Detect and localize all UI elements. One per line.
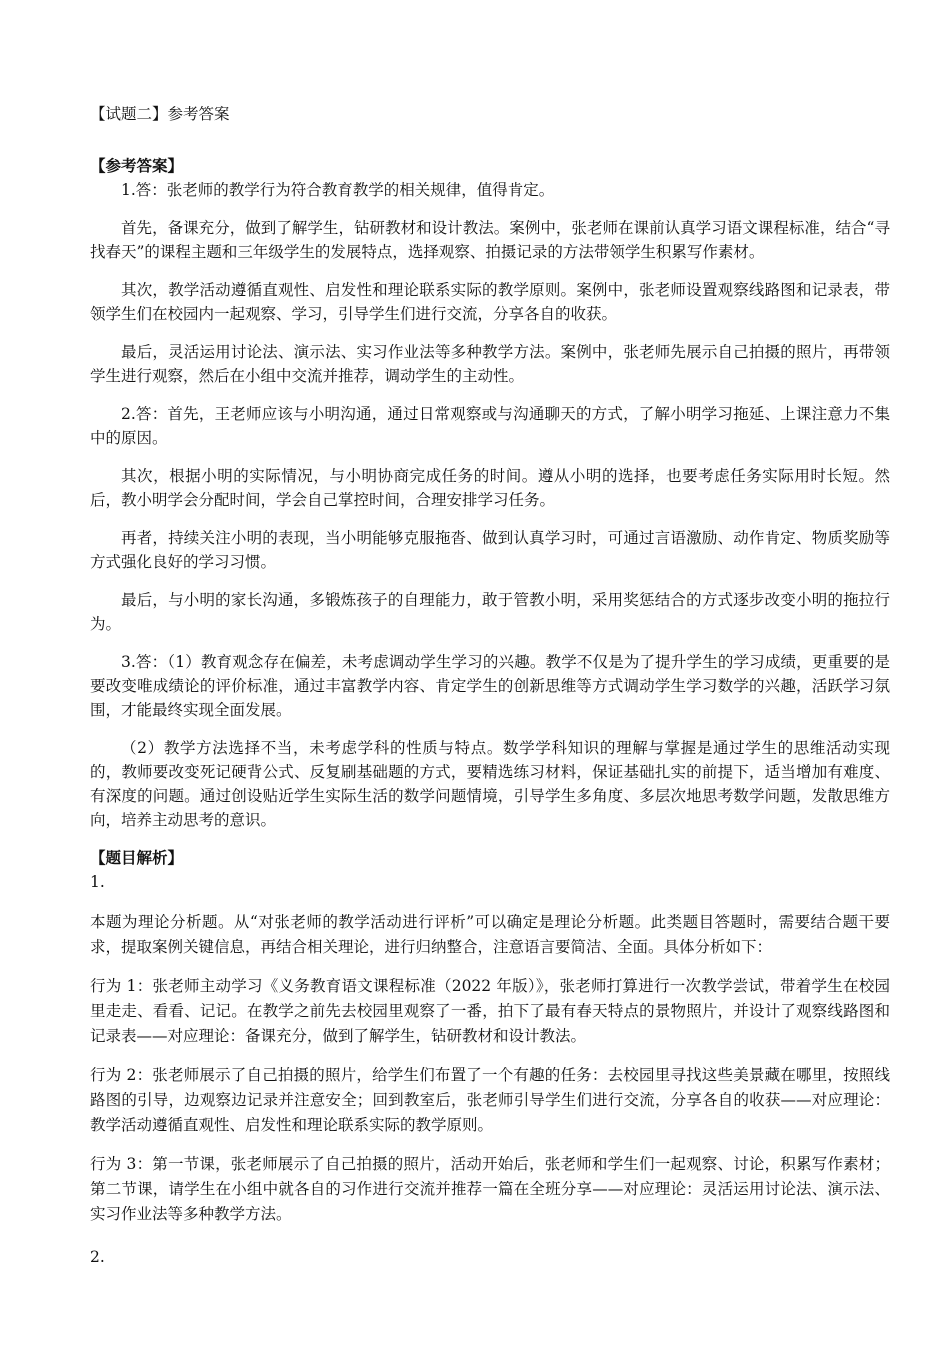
answer-paragraph: 其次，根据小明的实际情况，与小明协商完成任务的时间。遵从小明的选择，也要考虑任务实际用时长短。然后，教小明学会分配时间，学会自己掌控时间，合理安排学习任务。 — [90, 467, 890, 509]
analysis-paragraph: 行为 3：第一节课，张老师展示了自己拍摄的照片，活动开始后，张老师和学生们一起观察、讨论，积累写作素材；第二节课，请学生在小组中就各自的习作进行交流并推荐一篇在全班分享——对应理论：灵活运用讨论法、演示法、实习作业法等多种教学方法。 — [90, 1155, 890, 1223]
analysis-paragraph: 本题为理论分析题。从“对张老师的教学活动进行评析”可以确定是理论分析题。此类题目答题时，需要结合题干要求，提取案例关键信息，再结合相关理论，进行归纳整合，注意语言要简洁、全面。具体分析如下： — [90, 913, 890, 956]
answer-paragraph: 再者，持续关注小明的表现，当小明能够克服拖沓、做到认真学习时，可通过言语激励、动作肯定、物质奖励等方式强化良好的学习习惯。 — [90, 529, 890, 571]
answer-paragraph: 3.答：（1）教育观念存在偏差，未考虑调动学生学习的兴趣。教学不仅是为了提升学生的学习成绩，更重要的是要改变唯成绩论的评价标准，通过丰富教学内容、肯定学生的创新思维等方式调动学生学习数学的兴趣，活跃学习氛围，才能最终实现全面发展。 — [90, 653, 890, 719]
answer-paragraph: 其次，教学活动遵循直观性、启发性和理论联系实际的教学原则。案例中，张老师设置观察线路图和记录表，带领学生们在校园内一起观察、学习，引导学生们进行交流，分享各自的收获。 — [90, 281, 890, 323]
analysis-number-1: 1. — [90, 873, 105, 891]
document-page — [90, 100, 890, 1281]
analysis-heading: 【题目解析】 — [90, 848, 184, 867]
answer-paragraph: （2）教学方法选择不当，未考虑学科的性质与特点。数学学科知识的理解与掌握是通过学生的思维活动实现的，教师要改变死记硬背公式、反复刷基础题的方式，要精选练习材料，保证基础扎实的前提下，适当增加有难度、有深度的问题。通过创设贴近学生实际生活的数学问题情境，引导学生多角度、多层次地思考数学问题，发散思维方向，培养主动思考的意识。 — [90, 739, 890, 829]
answer-paragraph: 2.答：首先，王老师应该与小明沟通，通过日常观察或与沟通聊天的方式，了解小明学习拖延、上课注意力不集中的原因。 — [90, 405, 890, 447]
answer-paragraph: 最后，与小明的家长沟通，多锻炼孩子的自理能力，敢于管教小明，采用奖惩结合的方式逐步改变小明的拖拉行为。 — [90, 591, 890, 633]
answer-heading: 【参考答案】 — [90, 156, 184, 175]
analysis-number-2: 2. — [90, 1248, 105, 1266]
answer-paragraph: 1.答：张老师的教学行为符合教育教学的相关规律，值得肯定。 — [121, 181, 555, 199]
answer-paragraph: 最后，灵活运用讨论法、演示法、实习作业法等多种教学方法。案例中，张老师先展示自己拍摄的照片，再带领学生进行观察，然后在小组中交流并推荐，调动学生的主动性。 — [90, 343, 890, 385]
analysis-paragraph: 行为 1：张老师主动学习《义务教育语文课程标准（2022 年版）》，张老师打算进行一次教学尝试，带着学生在校园里走走、看看、记记。在教学之前先去校园里观察了一番，拍下了最有春天特点的景物照片，并设计了观察线路图和记录表——对应理论：备课充分，做到了解学生，钻研教材和设计教法。 — [90, 977, 890, 1045]
document-title: 【试题二】参考答案 — [90, 105, 230, 123]
analysis-paragraph: 行为 2：张老师展示了自己拍摄的照片，给学生们布置了一个有趣的任务：去校园里寻找这些美景藏在哪里，按照线路图的引导，边观察边记录并注意安全；回到教室后，张老师引导学生们进行交流，分享各自的收获——对应理论：教学活动遵循直观性、启发性和理论联系实际的教学原则。 — [90, 1066, 890, 1134]
answer-paragraph: 首先，备课充分，做到了解学生，钻研教材和设计教法。案例中，张老师在课前认真学习语文课程标准，结合“寻找春天”的课程主题和三年级学生的发展特点，选择观察、拍摄记录的方法带领学生积累写作素材。 — [90, 219, 890, 261]
